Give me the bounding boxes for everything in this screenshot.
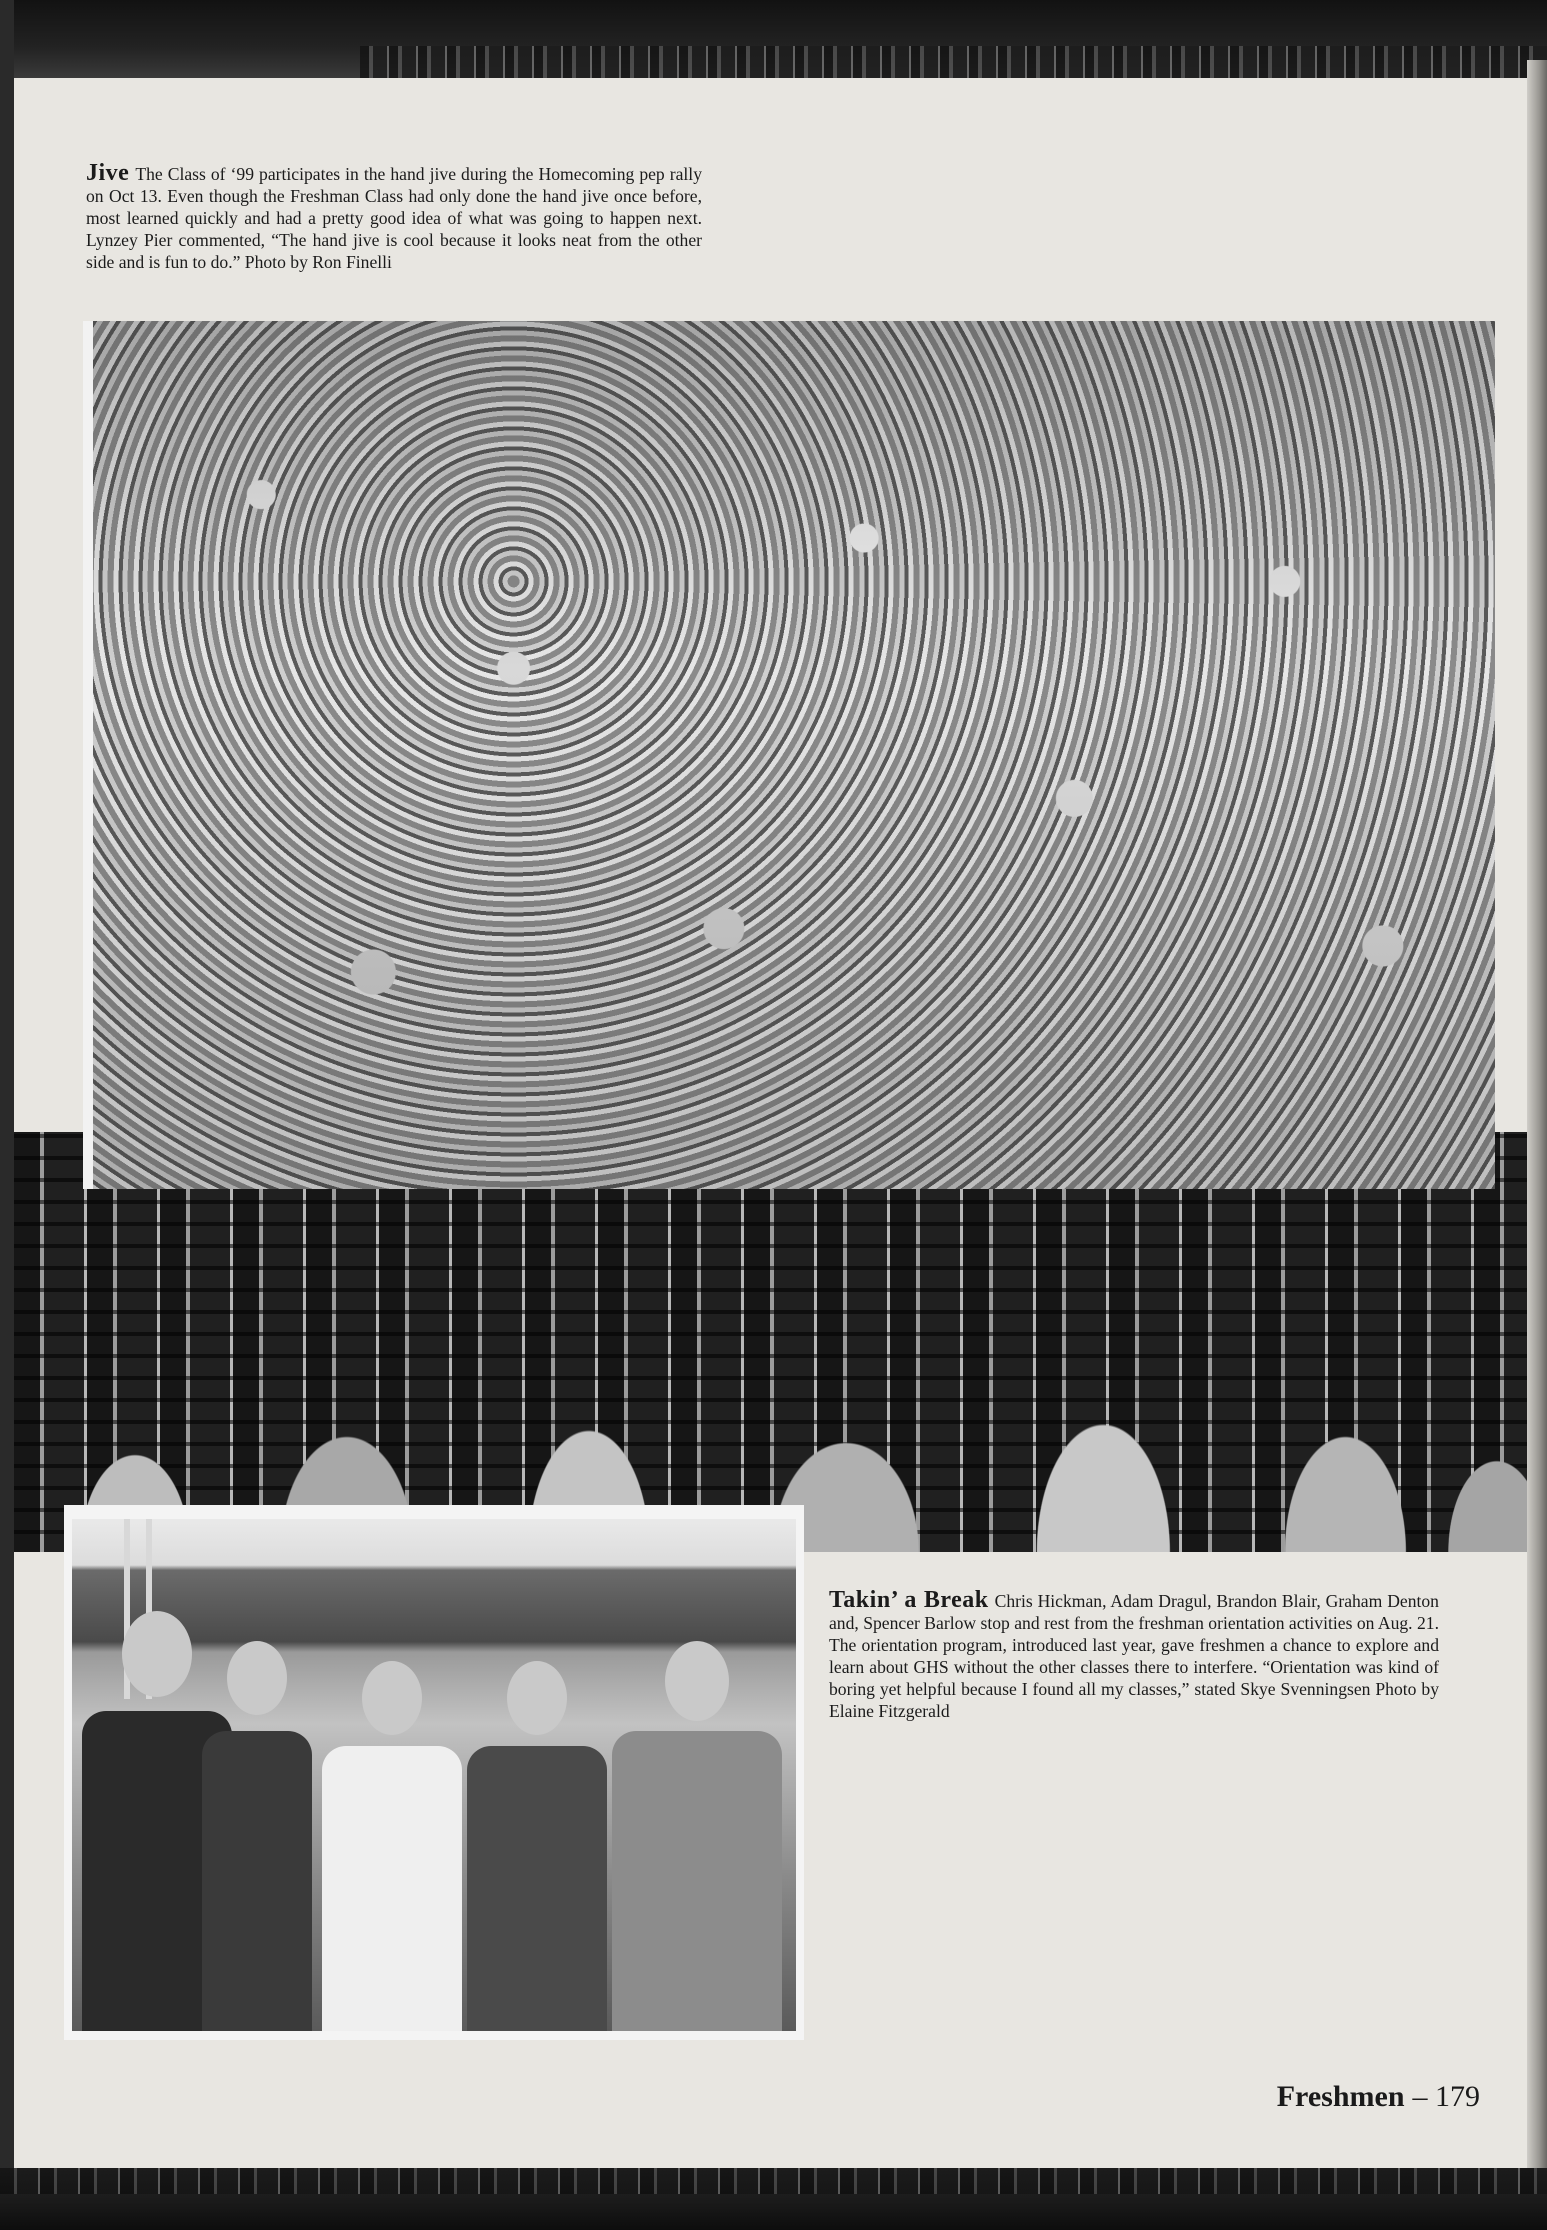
break-caption: [829, 1586, 1439, 1722]
right-page-edge: [1527, 60, 1547, 2180]
student-figure: [467, 1661, 607, 2031]
orientation-group-photo: [64, 1505, 804, 2040]
bottom-border-texture: [0, 2168, 1547, 2194]
page-number: – 179: [1412, 2080, 1480, 2113]
jive-caption-title: Jive: [86, 159, 130, 186]
break-caption-title: Takin’ a Break: [829, 1586, 989, 1613]
hand-jive-crowd-photo: [83, 321, 1495, 1189]
break-caption-text: Chris Hickman, Adam Dragul, Brandon Blair, Graham Denton and, Spencer Barlow stop and rest from the freshman orientation activities on Aug. 21. The orientation program, introduced last year, gave freshmen a chance to explore and learn about GHS without the other classes there to interfere. “Orientation was kind of boring yet helpful because I found all my classes,” stated Skye Svenningsen Photo by Elaine Fitzgerald: [829, 1590, 1439, 1721]
jive-caption-text: The Class of ‘99 participates in the hand jive during the Homecoming pep rally on Oct 13. Even though the Freshman Class had only done the hand jive once before, most learned quickly and had a pretty good idea of what was going to happen next. Lynzey Pier commented, “The hand jive is cool because it looks neat from the other side and is fun to do.” Photo by Ron Finelli: [86, 163, 702, 272]
student-figure: [322, 1661, 462, 2031]
jive-caption: [86, 159, 702, 273]
student-figure: [612, 1641, 782, 2031]
top-border-texture: [360, 46, 1547, 78]
flame-graphic-band: [14, 1132, 1527, 1552]
section-name: Freshmen: [1276, 2080, 1405, 2113]
student-figure: [202, 1641, 312, 2031]
page-footer: [1230, 2080, 1480, 2114]
left-page-edge: [0, 0, 14, 2230]
